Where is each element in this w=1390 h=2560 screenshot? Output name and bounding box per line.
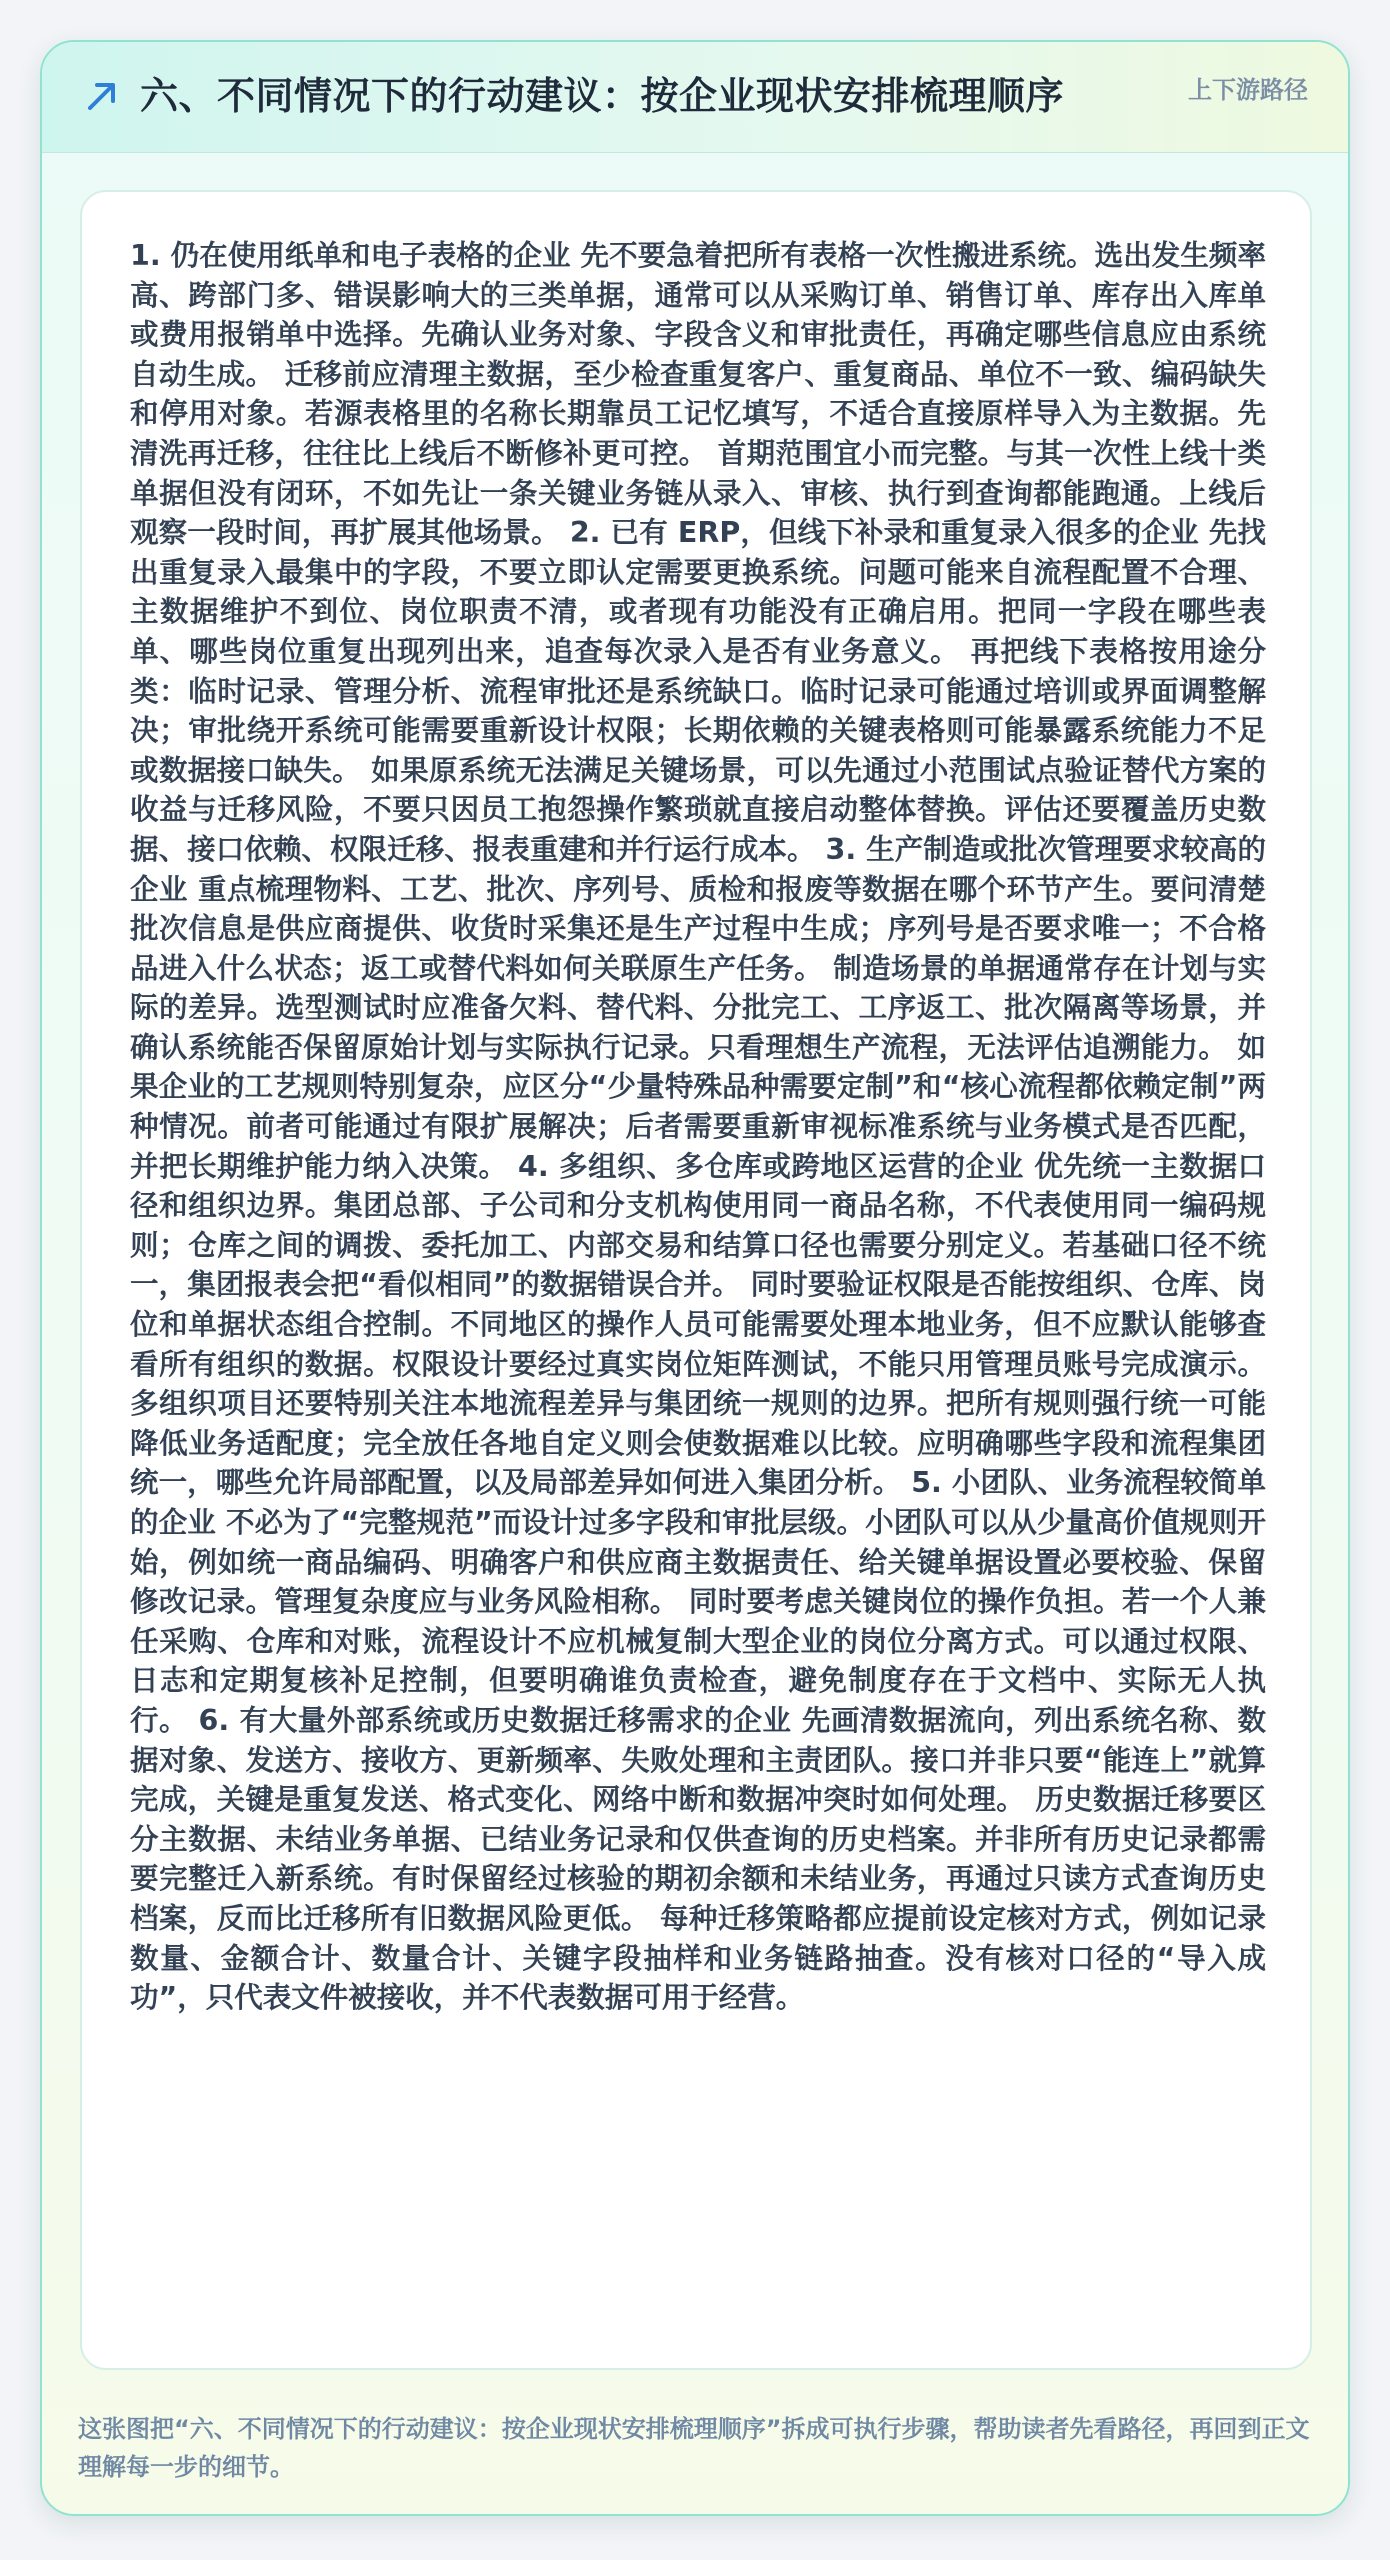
trend-arrow-icon (82, 76, 122, 116)
card-header (42, 42, 1348, 153)
content-panel (80, 190, 1312, 2370)
figure-caption: 这张图把“六、不同情况下的行动建议：按企业现状安排梳理顺序”拆成可执行步骤，帮助读者先看路径，再回到正文理解每一步的细节。 (78, 2415, 1310, 2481)
body-text: 1. 仍在使用纸单和电子表格的企业 先不要急着把所有表格一次性搬进系统。选出发生频率高、跨部门多、错误影响大的三类单据，通常可以从采购订单、销售订单、库存出入库单或费用报销单中选择。先确认业务对象、字段含义和审批责任，再确定哪些信息应由系统自动生成。 迁移前应清理主数据，至少检查重复客户、重复商品、单位不一致、编码缺失和停用对象。若源表格里的名称长期靠员工记忆填写，不适合直接原样导入为主数据。先清洗再迁移，往往比上线后不断修补更可控。 首期范围宜小而完整。与其一次性上线十类单据但没有闭环，不如先让一条关键业务链从录入、审核、执行到查询都能跑通。上线后观察一段时间，再扩展其他场景。 2. 已有 ERP，但线下补录和重复录入很多的企业 先找出重复录入最集中的字段，不要立即认定需要更换系统。问题可能来自流程配置不合理、主数据维护不到位、岗位职责不清，或者现有功能没有正确启用。把同一字段在哪些表单、哪些岗位重复出现列出来，追查每次录入是否有业务意义。 再把线下表格按用途分类：临时记录、管理分析、流程审批还是系统缺口。临时记录可能通过培训或界面调整解决；审批绕开系统可能需要重新设计权限；长期依赖的关键表格则可能暴露系统能力不足或数据接口缺失。 如果原系统无法满足关键场景，可以先通过小范围试点验证替代方案的收益与迁移风险，不要只因员工抱怨操作繁琐就直接启动整体替换。评估还要覆盖历史数据、接口依赖、权限迁移、报表重建和并行运行成本。 3. 生产制造或批次管理要求较高的企业 重点梳理物料、工艺、批次、序列号、质检和报废等数据在哪个环节产生。要问清楚批次信息是供应商提供、收货时采集还是生产过程中生成；序列号是否要求唯一；不合格品进入什么状态；返工或替代料如何关联原生产任务。 制造场景的单据通常存在计划与实际的差异。选型测试时应准备欠料、替代料、分批完工、工序返工、批次隔离等场景，并确认系统能否保留原始计划与实际执行记录。只看理想生产流程，无法评估追溯能力。 如果企业的工艺规则特别复杂，应区分“少量特殊品种需要定制”和“核心流程都依赖定制”两种情况。前者可能通过有限扩展解决；后者需要重新审视标准系统与业务模式是否匹配，并把长期维护能力纳入决策。 4. 多组织、多仓库或跨地区运营的企业 优先统一主数据口径和组织边界。集团总部、子公司和分支机构使用同一商品名称，不代表使用同一编码规则；仓库之间的调拨、委托加工、内部交易和结算口径也需要分别定义。若基础口径不统一，集团报表会把“看似相同”的数据错误合并。 同时要验证权限是否能按组织、仓库、岗位和单据状态组合控制。不同地区的操作人员可能需要处理本地业务，但不应默认能够查看所有组织的数据。权限设计要经过真实岗位矩阵测试，不能只用管理员账号完成演示。 多组织项目还要特别关注本地流程差异与集团统一规则的边界。把所有规则强行统一可能降低业务适配度；完全放任各地自定义则会使数据难以比较。应明确哪些字段和流程集团统一，哪些允许局部配置，以及局部差异如何进入集团分析。 5. 小团队、业务流程较简单的企业 不必为了“完整规范”而设计过多字段和审批层级。小团队可以从少量高价值规则开始，例如统一商品编码、明确客户和供应商主数据责任、给关键单据设置必要校验、保留修改记录。管理复杂度应与业务风险相称。 同时要考虑关键岗位的操作负担。若一个人兼任采购、仓库和对账，流程设计不应机械复制大型企业的岗位分离方式。可以通过权限、日志和定期复核补足控制，但要明确谁负责检查，避免制度存在于文档中、实际无人执行。 6. 有大量外部系统或历史数据迁移需求的企业 先画清数据流向，列出系统名称、数据对象、发送方、接收方、更新频率、失败处理和主责团队。接口并非只要“能连上”就算完成，关键是重复发送、格式变化、网络中断和数据冲突时如何处理。 历史数据迁移要区分主数据、未结业务单据、已结业务记录和仅供查询的历史档案。并非所有历史记录都需要完整迁入新系统。有时保留经过核验的期初余额和未结业务，再通过只读方式查询历史档案，反而比迁移所有旧数据风险更低。 每种迁移策略都应提前设定核对方式，例如记录数量、金额合计、数量合计、关键字段抽样和业务链路抽查。没有核对口径的“导入成功”，只代表文件被接收，并不代表数据可用于经营。 (130, 239, 1266, 2015)
path-tag: 上下游路径 (1188, 76, 1308, 104)
content-card (40, 40, 1350, 2516)
section-title: 六、不同情况下的行动建议：按企业现状安排梳理顺序 (140, 74, 1065, 118)
